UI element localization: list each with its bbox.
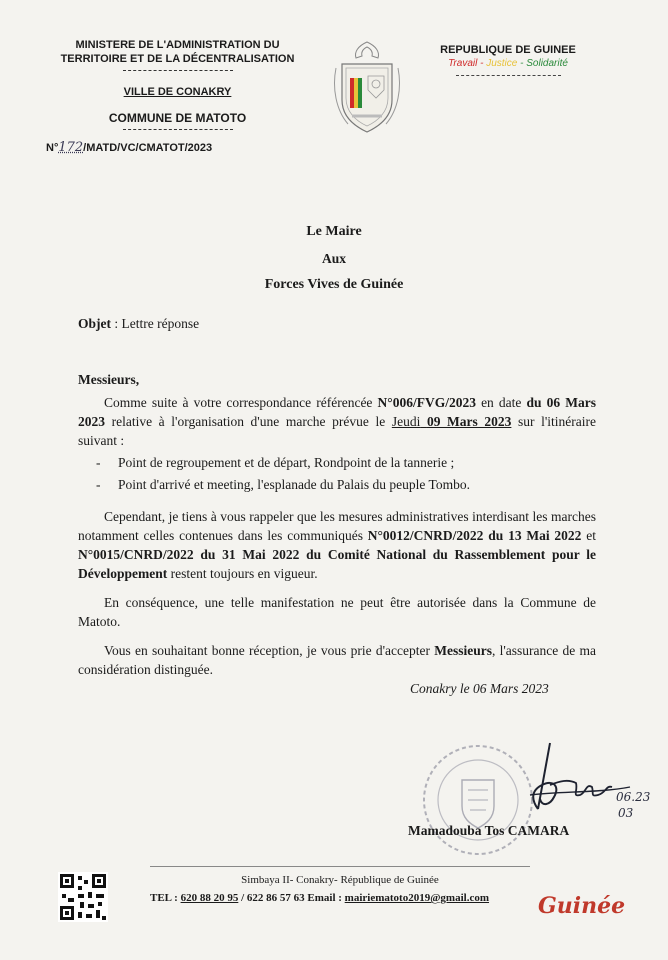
p1-text-b: en date (475, 395, 527, 410)
recipient-title: Forces Vives de Guinée (264, 277, 404, 292)
commune-label: COMMUNE DE MATOTO (108, 111, 247, 125)
tel-number-1: 620 88 20 95 (180, 892, 239, 904)
p4-text-c: , l'assurance de ma considération distinguée. (78, 643, 597, 677)
p1-jeudi: Jeudi (391, 414, 421, 429)
signature-date-line2: 03 (618, 806, 634, 820)
p1-space (420, 414, 427, 429)
p1-text-d: sur l'itinéraire suivant : (78, 414, 596, 448)
p4-text-a: Vous en souhaitant bonne réception, je vous prie d'accepter (104, 643, 435, 658)
republic-header (418, 44, 598, 76)
subject-label: Objet (78, 316, 111, 331)
subject-text: Lettre réponse (121, 316, 200, 331)
place-and-date: Conakry le 06 Mars 2023 (410, 681, 549, 696)
p2-organisation: du Comité National du Rassemblement pour le Développement (78, 547, 597, 581)
itinerary-item-2: Point d'arrivé et meeting, l'esplanade du Palais du peuple Tombo. (118, 477, 470, 492)
republic-motto (418, 58, 598, 69)
p2-ref-2: N°0015/CNRD/2022 (78, 547, 194, 562)
footer-address: Simbaya II- Conakry- République de Guinée (241, 874, 439, 886)
subject-sep: : (111, 316, 122, 331)
ville-label: VILLE DE CONAKRY (123, 86, 232, 98)
motto-sep-2: - (517, 58, 527, 69)
republic-title: REPUBLIQUE DE GUINEE (440, 44, 576, 56)
p1-march-date: 09 Mars 2023 (426, 414, 512, 429)
motto-travail: Travail (448, 58, 478, 69)
logo-text: Guinée (538, 893, 626, 919)
qr-code-icon (58, 872, 108, 922)
email-label: Email : (307, 892, 345, 904)
p1-date: du 06 Mars 2023 (78, 395, 596, 429)
bullet-dash: - (96, 477, 101, 492)
p4-messieurs: Messieurs (434, 643, 492, 658)
sender-title: Le Maire (306, 224, 362, 239)
motto-sep-1: - (477, 58, 487, 69)
ministry-line-1: MINISTERE DE L'ADMINISTRATION DU (75, 39, 280, 51)
header-divider (123, 70, 233, 71)
p2-text-a: Cependant, je tiens à vous rappeler que les mesures administratives interdisant les marches notamment celles contenues dans les communiqués (78, 509, 596, 543)
letter-body (78, 370, 596, 679)
subject-line (78, 316, 199, 332)
signature-date-line1: 06.23 (616, 790, 650, 804)
ref-suffix: /MATD/VC/CMATOT/2023 (83, 142, 213, 154)
tel-label: TEL : (150, 892, 181, 904)
motto-justice: Justice (486, 58, 518, 69)
email-address[interactable]: mairiematoto2019@gmail.com (344, 892, 490, 904)
p2-text-c: et (581, 528, 596, 543)
addressee-aux: Aux (321, 251, 346, 266)
p1-text-a: Comme suite à votre correspondance référencée (104, 395, 378, 410)
itinerary-item-1: Point de regroupement et de départ, Rondpoint de la tannerie ; (118, 455, 455, 470)
coat-of-arms-icon (328, 38, 406, 138)
commune-divider (123, 129, 233, 130)
ministry-line-2: TERRITOIRE ET DE LA DÉCENTRALISATION (60, 53, 295, 65)
footer-contact (150, 892, 540, 904)
paragraph-2 (78, 507, 596, 583)
p2-date-1: du 13 Mai 2022 (488, 528, 582, 543)
signatory-name: Mamadouba Tos CAMARA (408, 823, 570, 838)
p2-ref-1: N°0012/CNRD/2022 (367, 528, 484, 543)
reference-number (46, 140, 212, 155)
ref-prefix: N° (46, 142, 59, 154)
itinerary-list (78, 453, 596, 494)
bullet-dash: - (96, 455, 101, 470)
handwritten-signature-icon (520, 735, 650, 835)
list-item (96, 475, 596, 494)
p1-reference: N°006/FVG/2023 (377, 395, 476, 410)
republic-divider (456, 75, 561, 76)
p1-text-c: relative à l'organisation d'une marche prévue le (105, 414, 392, 429)
list-item (96, 453, 596, 472)
ref-handwritten-number: 172 (58, 140, 84, 155)
greeting: Messieurs, (78, 372, 140, 387)
paragraph-3: En conséquence, une telle manifestation ne peut être autorisée dans la Commune de Matoto. (78, 595, 596, 629)
motto-solidarite: Solidarité (526, 58, 568, 69)
p2-text-f: restent toujours en vigueur. (167, 566, 318, 581)
paragraph-1 (78, 393, 596, 450)
p2-date-2: du 31 Mai 2022 (200, 547, 300, 562)
paragraph-4 (78, 641, 596, 679)
tel-number-2: / 622 86 57 63 (238, 892, 308, 904)
footer-divider (150, 866, 530, 867)
guinee-logo-icon (536, 886, 632, 922)
ministry-header (40, 38, 315, 130)
